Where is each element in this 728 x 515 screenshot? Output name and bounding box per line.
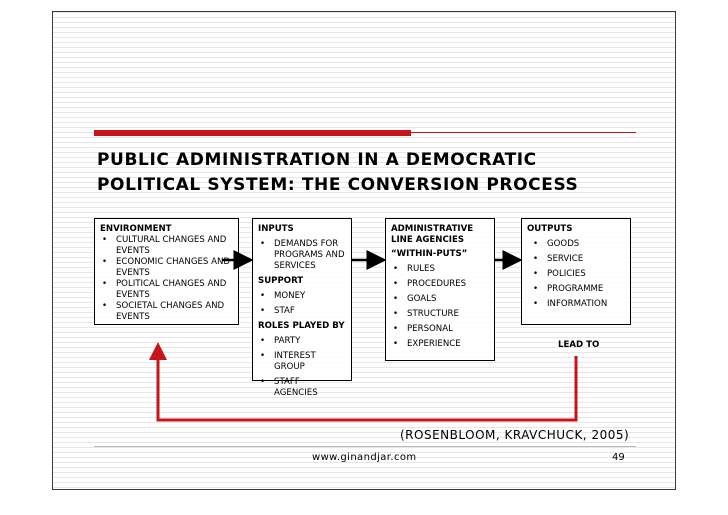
inputs-heading: INPUTS [258,224,294,234]
list-item: • POLICIES [531,269,625,280]
list-item: • INTEREST GROUP [258,351,346,373]
list-item: • RULES [391,264,489,275]
feedback-loop-arrow [158,351,576,420]
list-item: • INFORMATION [531,299,625,310]
list-item: • MONEY [258,291,346,302]
roles-heading: ROLES PLAYED BY [258,321,345,331]
list-item: • STRUCTURE [391,309,489,320]
citation: (ROSENBLOOM, KRAVCHUCK, 2005) [400,428,630,442]
list-item: • CULTURAL CHANGES AND EVENTS [100,235,233,257]
list-item: • SOCIETAL CHANGES AND EVENTS [100,301,233,323]
footer-divider [94,446,636,447]
list-item: • GOALS [391,294,489,305]
outputs-heading: OUTPUTS [527,224,573,234]
environment-heading: ENVIRONMENT [100,224,172,234]
list-item: • ECONOMIC CHANGES AND EVENTS [100,257,233,279]
list-item: • SERVICE [531,254,625,265]
list-item: • PROCEDURES [391,279,489,290]
slide-title: PUBLIC ADMINISTRATION IN A DEMOCRATIC POLITICAL SYSTEM: THE CONVERSION PROCESS [97,150,579,195]
list-item: • PERSONAL [391,324,489,335]
list-item: • EXPERIENCE [391,339,489,350]
list-item: • PARTY [258,336,346,347]
footer-url: www.ginandjar.com [312,452,417,463]
admin-heading: ADMINISTRATIVE LINE AGENCIES [391,224,474,245]
support-heading: SUPPORT [258,276,304,286]
list-item: • GOODS [531,239,625,250]
list-item: • STAFF AGENCIES [258,377,346,399]
page-number: 49 [612,452,625,463]
list-item: • STAF [258,306,346,317]
list-item: • POLITICAL CHANGES AND EVENTS [100,279,233,301]
admin-subheading: “WITHIN-PUTS” [391,249,468,259]
list-item: • PROGRAMME [531,284,625,295]
list-item: • DEMANDS FOR PROGRAMS AND SERVICES [258,239,346,272]
lead-to-label: LEAD TO [558,340,600,350]
